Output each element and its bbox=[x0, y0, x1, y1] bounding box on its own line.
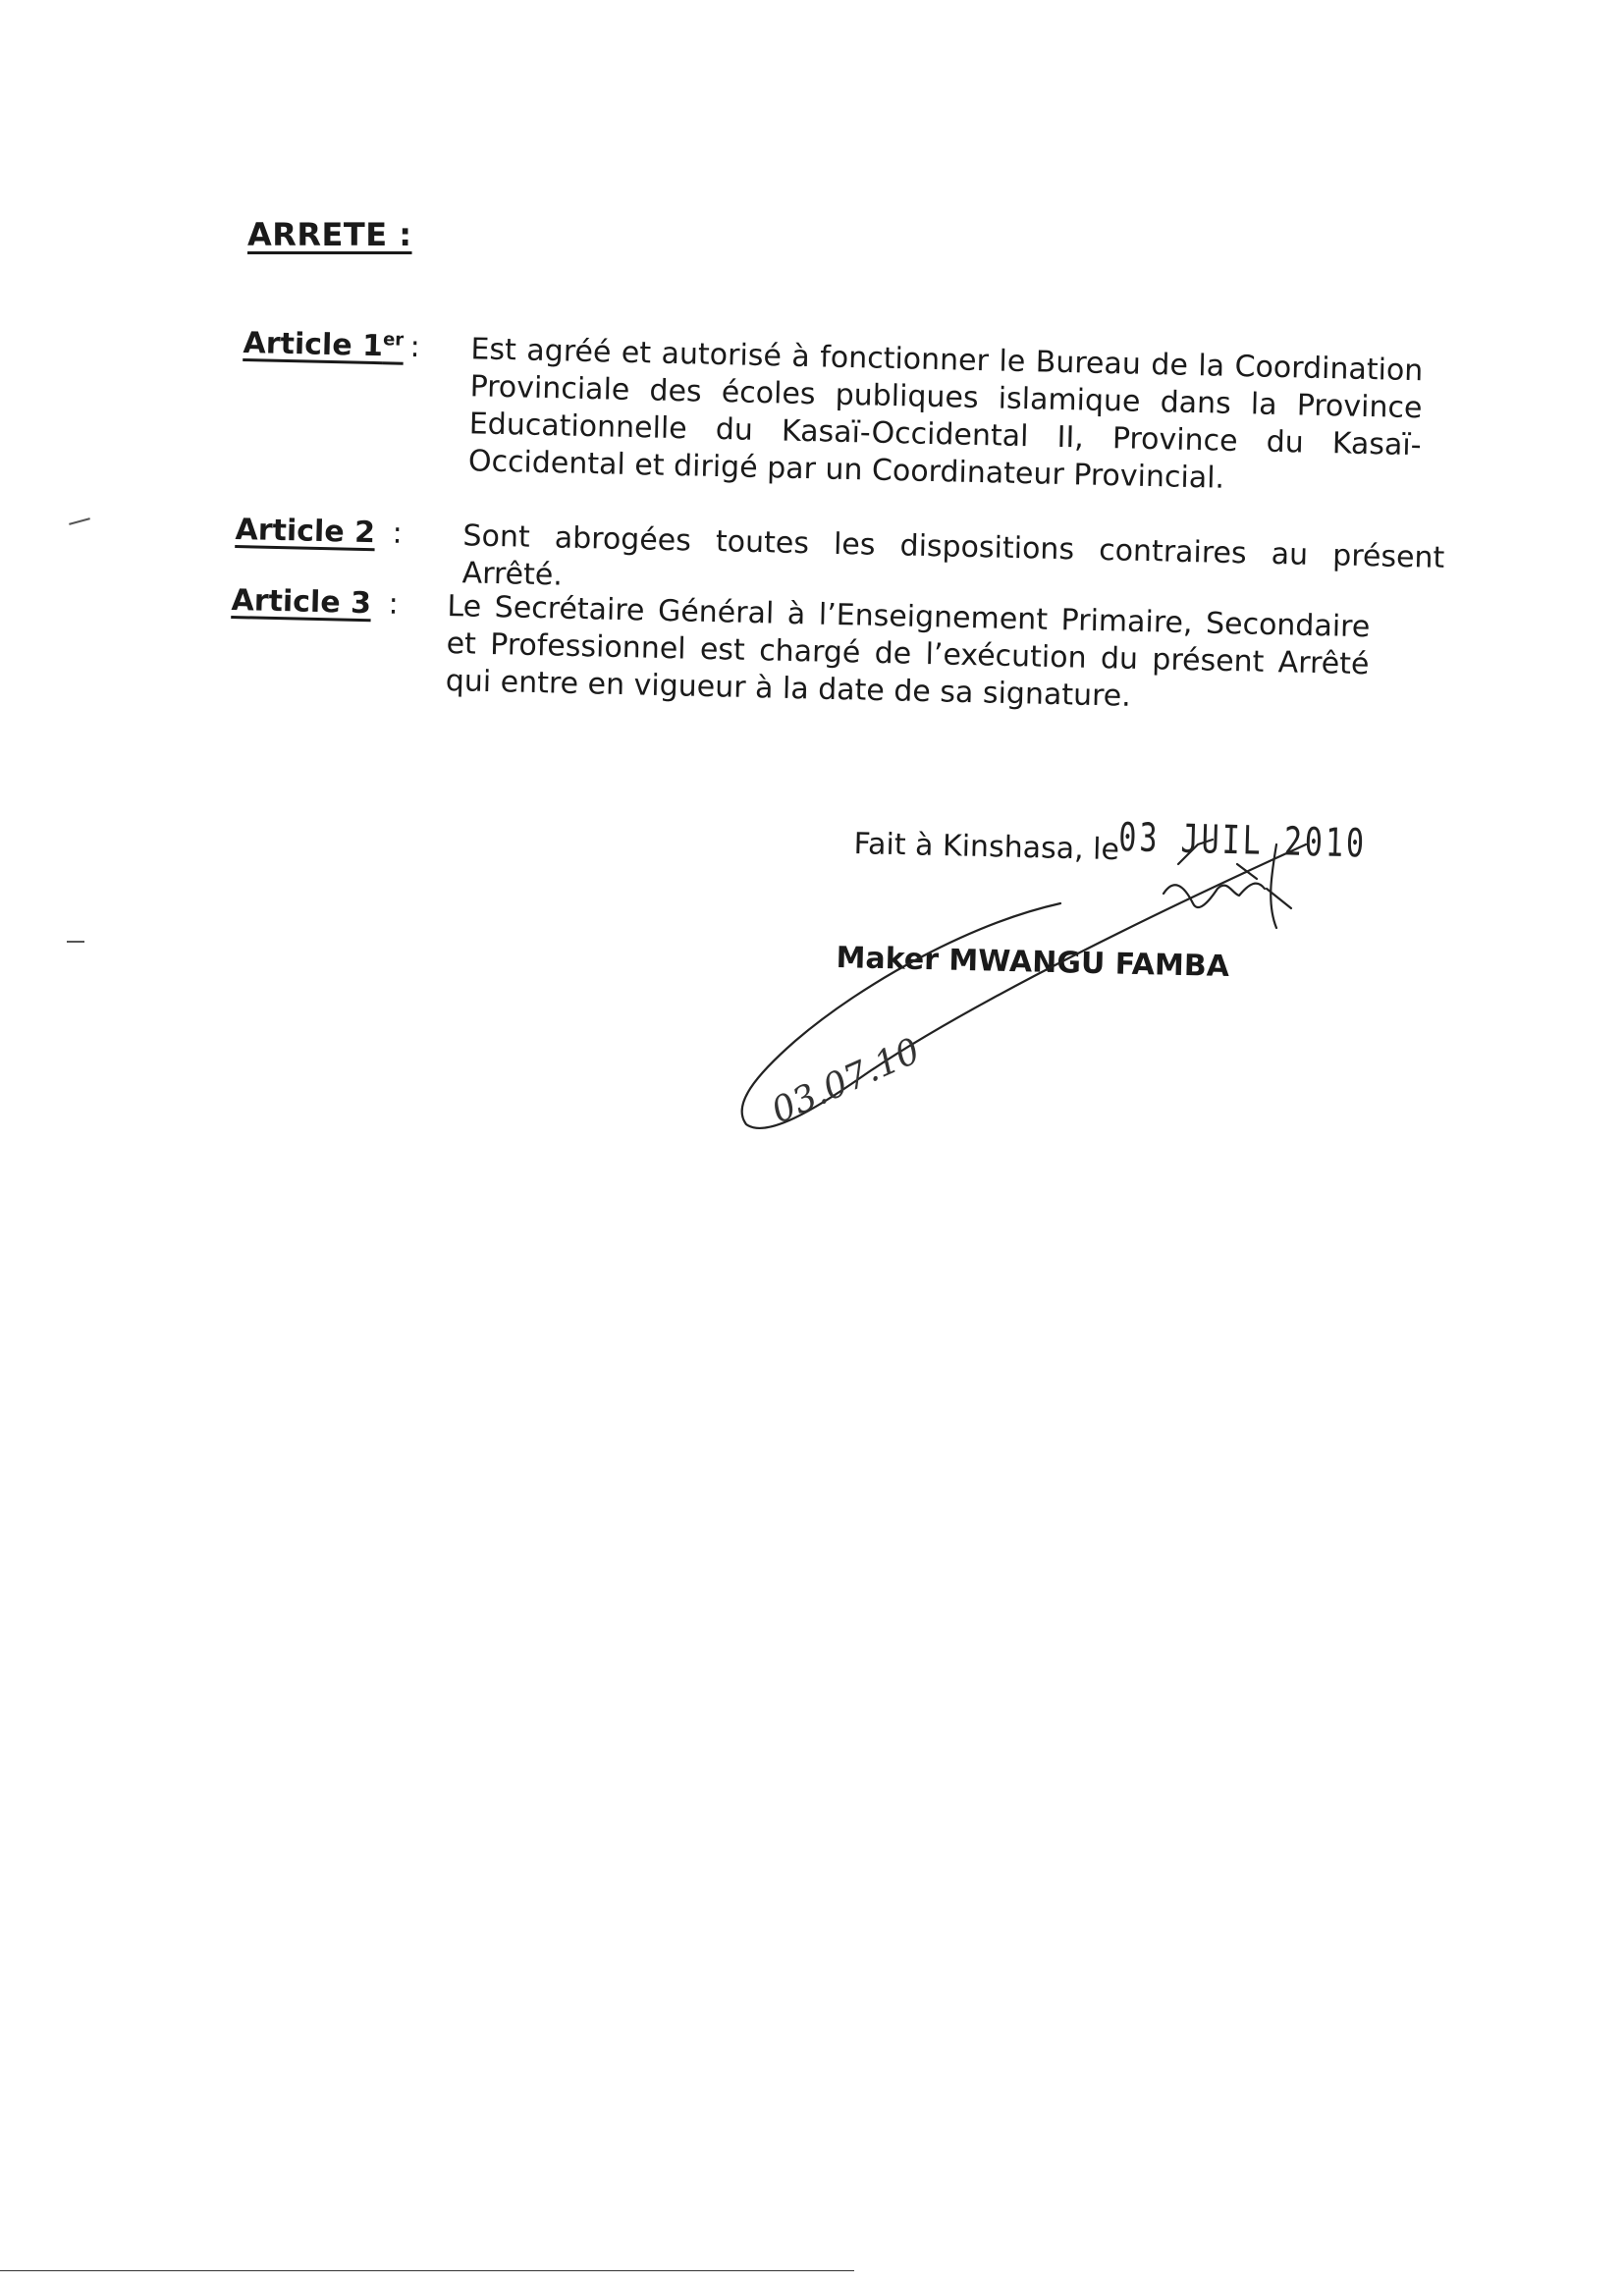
place-and-date-line: Fait à Kinshasa, le bbox=[853, 827, 1120, 868]
article-colon: : bbox=[388, 586, 400, 622]
article-text: Le Secrétaire Général à l’Enseignement Primaire, Secondaire et Professionnel est chargé de l’exécution du présent Arrêté qui entre en vigueur à la date de sa signature. bbox=[445, 588, 1371, 714]
signatory-name: Maker MWANGU FAMBA bbox=[836, 941, 1230, 985]
decree-heading: ARRETE : bbox=[247, 216, 412, 253]
article-colon: : bbox=[409, 329, 421, 365]
article-text: Est agréé et autorisé à fonctionner le Bureau de la Coordination Provinciale des écoles publiques islamique dans la Province Educationnelle du Kasaï-Occidental II, Province du Kasaï- Occidental et dirigé par un Coordinateur Provincial. bbox=[467, 332, 1424, 496]
date-stamp: 03 JUIL 2010 bbox=[1117, 815, 1368, 867]
article-text: Sont abrogées toutes les dispositions contraires au présent Arrêté. bbox=[461, 518, 1445, 593]
handwritten-date: 03.07.10 bbox=[766, 1030, 927, 1132]
article-label: Article 2 bbox=[235, 513, 376, 551]
article-label: Article 1er bbox=[243, 326, 405, 364]
article-label: Article 3 bbox=[231, 583, 372, 622]
article-colon: : bbox=[392, 516, 404, 551]
